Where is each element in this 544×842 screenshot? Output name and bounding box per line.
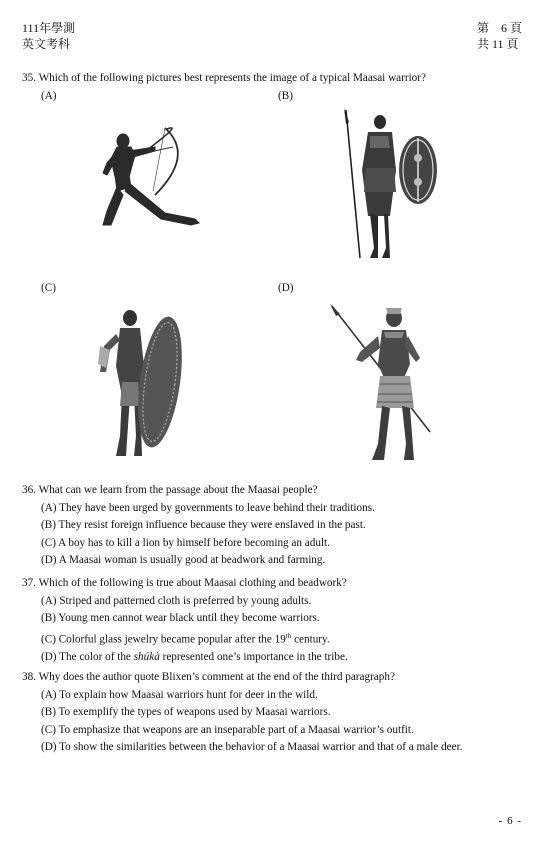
question-37-option-c-text: (C) Colorful glass jewelry became popular after the 19 — [41, 633, 286, 646]
question-38-option-c: (C) To emphasize that weapons are an inseparable part of a Maasai warrior’s outfit. — [41, 723, 414, 736]
question-36-option-d: (D) A Maasai woman is usually good at beadwork and farming. — [41, 554, 326, 566]
picture-d-warrior-spear — [330, 304, 440, 466]
question-37-option-a: (A) Striped and patterned cloth is preferred by young adults. — [41, 594, 312, 607]
picture-b-warrior-shield — [340, 108, 440, 266]
question-37-option-c — [22, 628, 524, 649]
question-37-stem: 37. Which of the following is true about Maasai clothing and beadwork? — [22, 577, 347, 589]
question-37-option-b: (B) Young men cannot wear black until they become warriors. — [41, 612, 320, 624]
question-37-option-c-tail: century. — [291, 633, 330, 646]
question-36-option-a: (A) They have been urged by governments to leave behind their traditions. — [41, 501, 375, 514]
question-37-option-d-term: shúkà — [133, 650, 160, 663]
question-38 — [22, 669, 524, 757]
question-36-option-b: (B) They resist foreign influence because they were enslaved in the past. — [41, 519, 366, 531]
question-37-option-d-text: (D) The color of the — [41, 650, 134, 663]
question-36 — [22, 482, 524, 570]
picture-c-warrior-tall-shield — [96, 306, 186, 462]
header-right — [477, 20, 522, 52]
question-36-option-c: (C) A boy has to kill a lion by himself before becoming an adult. — [41, 536, 330, 549]
question-38-option-a: (A) To explain how Maasai warriors hunt for deer in the wild. — [41, 688, 318, 701]
question-38-option-d: (D) To show the similarities between the behavior of a Maasai warrior and that of a male deer. — [41, 741, 463, 753]
page-total: 共 11 頁 — [476, 37, 519, 51]
question-37-option-d — [22, 649, 524, 667]
question-35-stem: 35. Which of the following pictures best represents the image of a typical Maasai warrior? — [22, 72, 426, 84]
question-38-option-b: (B) To exemplify the types of weapons used by Maasai warriors. — [41, 706, 331, 718]
question-37-option-d-tail: represented one’s importance in the tribe. — [159, 650, 348, 663]
question-37-option-c-superscript: th — [285, 631, 292, 640]
option-c-label: (C) — [41, 282, 56, 294]
header-left — [22, 20, 75, 52]
question-35 — [22, 70, 524, 88]
option-b-label: (B) — [278, 90, 293, 102]
page-number: 第 6 頁 — [476, 21, 522, 35]
question-38-stem: 38. Why does the author quote Blixen’s comment at the end of the third paragraph? — [22, 671, 395, 683]
page-footer-number: - 6 - — [498, 815, 522, 827]
picture-a-archer — [95, 125, 213, 235]
option-a-label: (A) — [41, 90, 57, 102]
question-36-stem: 36. What can we learn from the passage about the Maasai people? — [22, 484, 318, 496]
exam-title: 111年學測 — [22, 21, 76, 35]
question-37 — [22, 575, 524, 666]
exam-subject: 英文考科 — [22, 37, 71, 51]
option-d-label: (D) — [278, 282, 294, 294]
